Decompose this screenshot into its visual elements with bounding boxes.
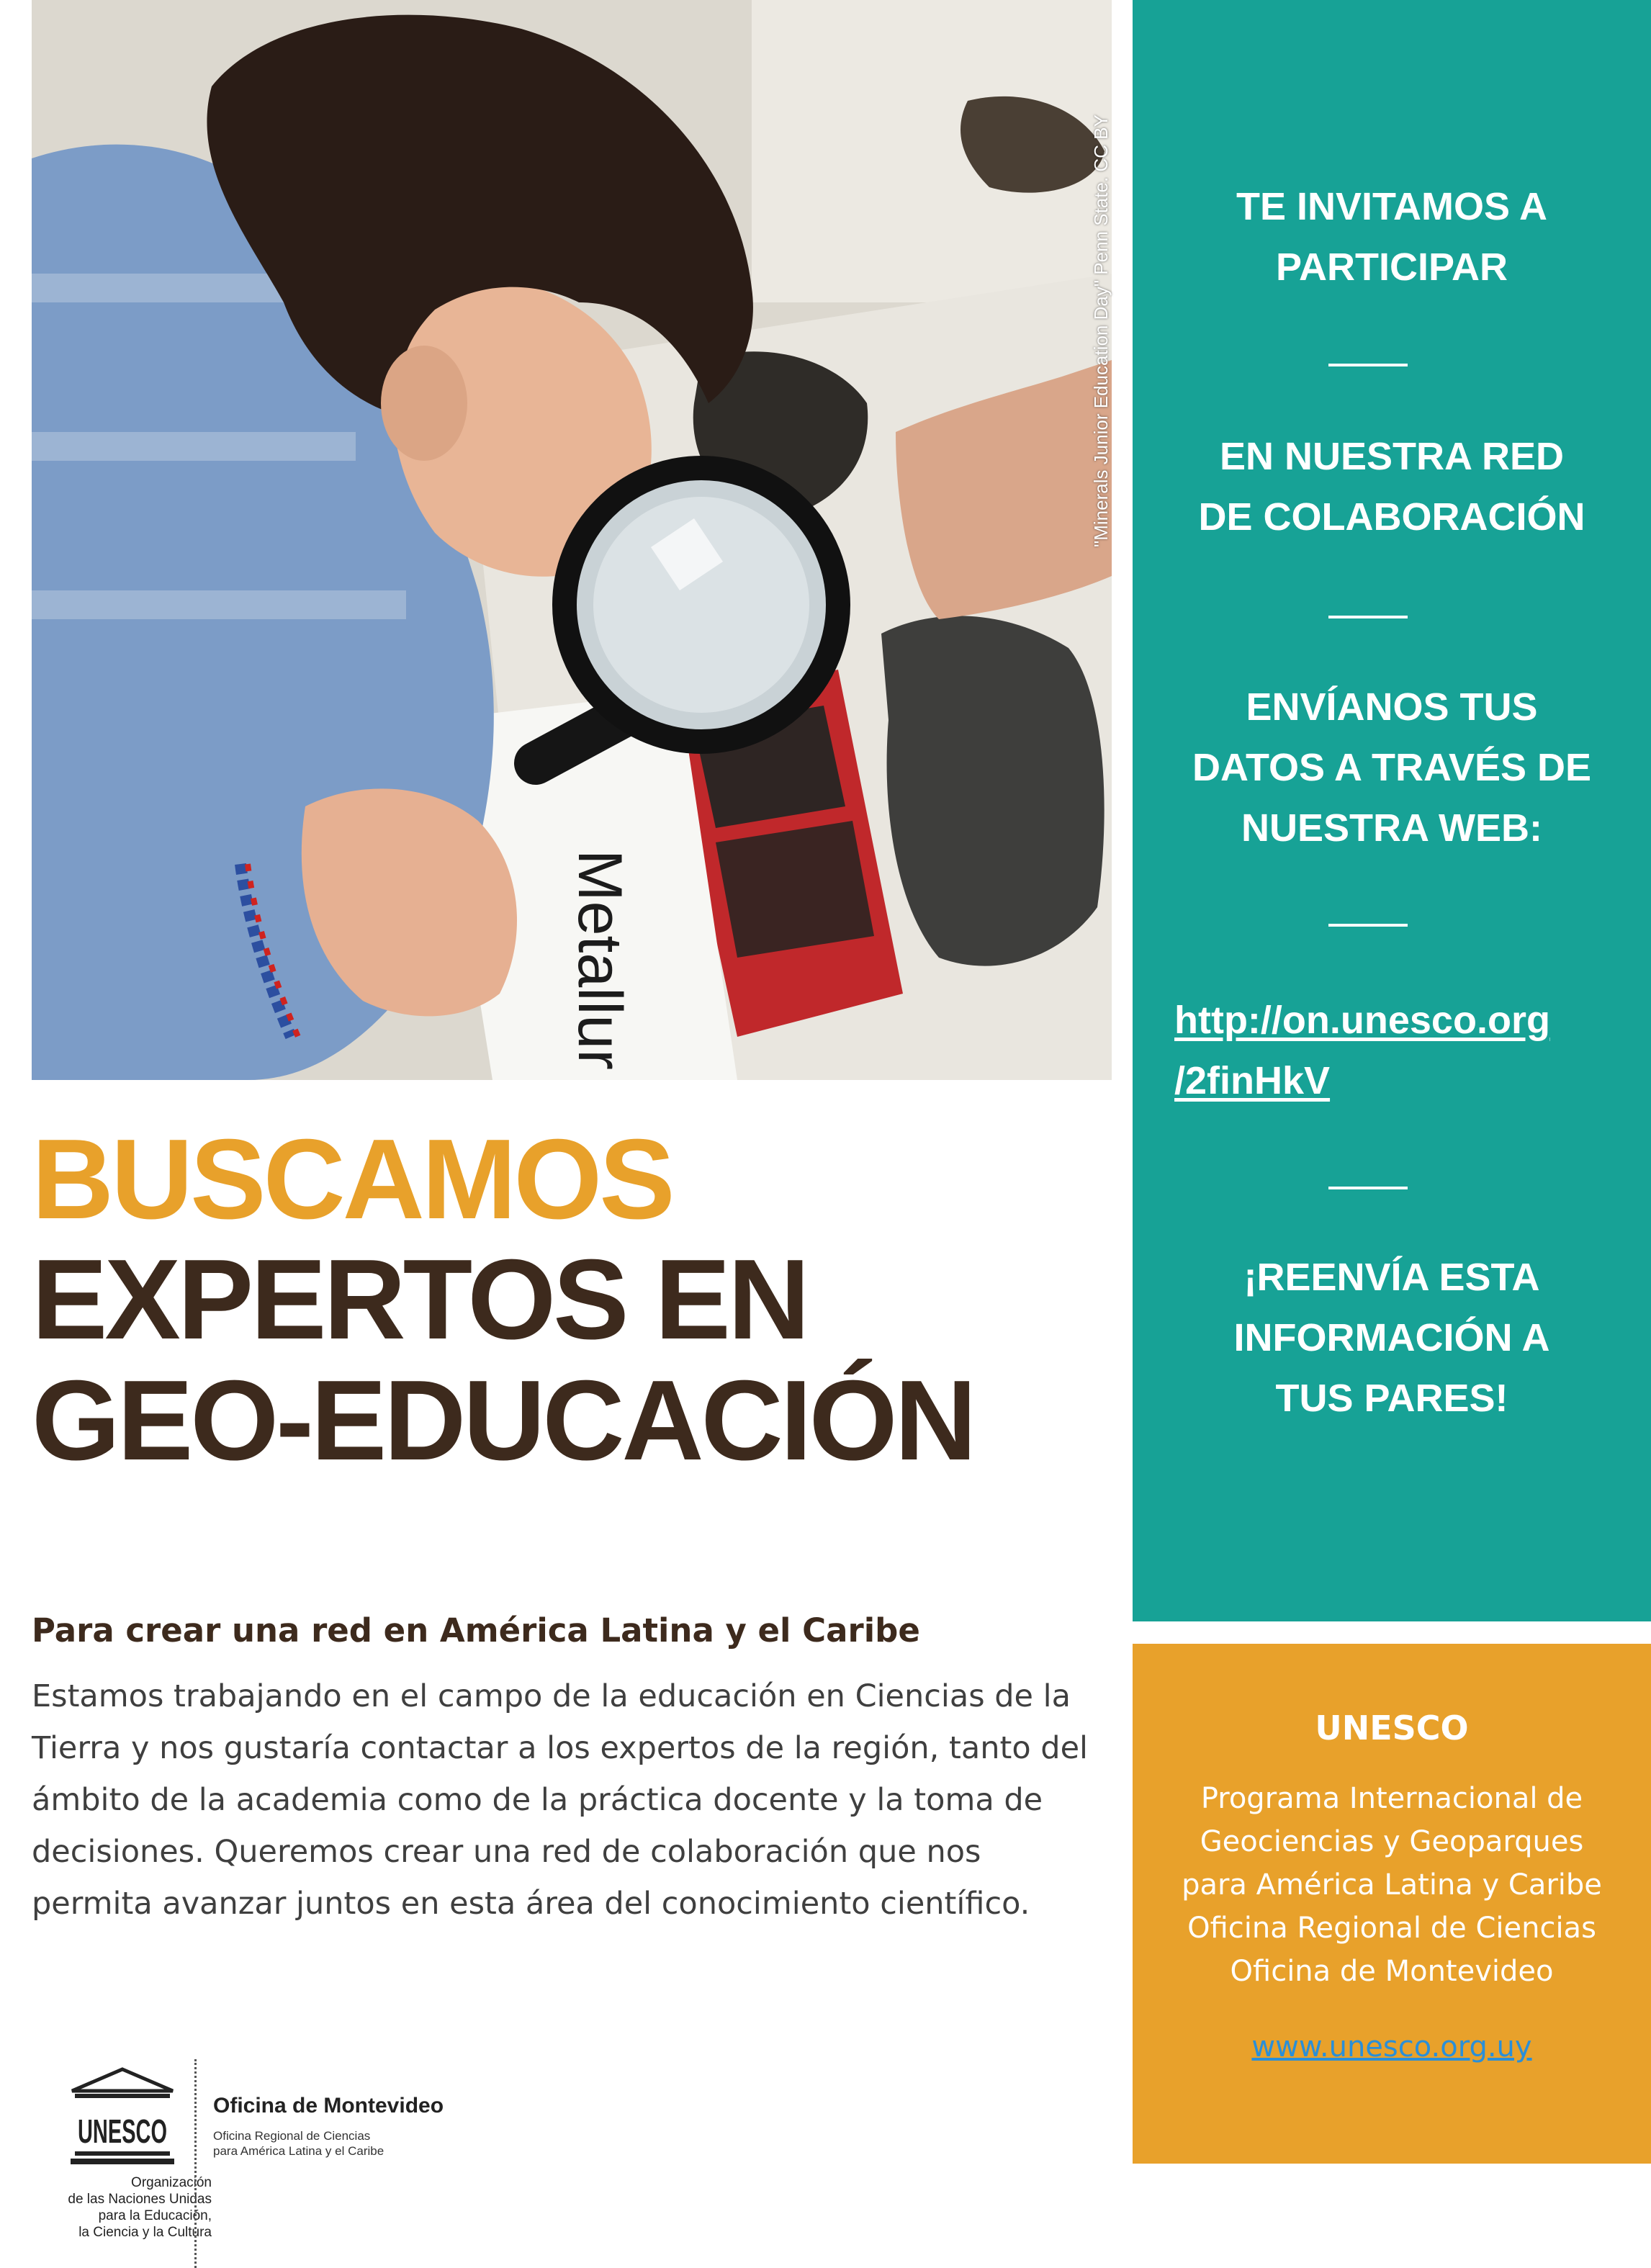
body-line: decisiones. Queremos crear una red de colaboración que nos	[32, 1834, 981, 1870]
signup-link-line[interactable]: /2finHkV	[1174, 1059, 1331, 1102]
body-line: permita avanzar juntos en esta área del conocimiento científico.	[32, 1886, 1030, 1922]
unesco-wordmark: UNESCO	[78, 2112, 167, 2150]
divider-rule	[1328, 924, 1408, 927]
org-title: UNESCO	[1315, 1709, 1469, 1747]
org-details	[1133, 1777, 1651, 1993]
unesco-tagline	[32, 2174, 212, 2241]
body-line: Tierra y nos gustaría contactar a los expertos de la región, tanto del	[32, 1730, 1088, 1766]
divider-rule	[1328, 364, 1408, 366]
network-line: EN NUESTRA RED	[1219, 435, 1565, 478]
send-data-line: ENVÍANOS TUS	[1246, 685, 1538, 729]
network-line: DE COLABORACIÓN	[1198, 495, 1585, 539]
divider-rule	[1328, 1187, 1408, 1189]
headline	[32, 1116, 1126, 1484]
network-block	[1133, 426, 1651, 547]
subtitle: Para crear una red en América Latina y el Caribe	[32, 1611, 920, 1650]
unesco-temple-logo-icon	[69, 2066, 176, 2167]
body-paragraph	[32, 1670, 1119, 1930]
forward-block	[1133, 1247, 1651, 1428]
office-name: Oficina de Montevideo	[213, 2094, 444, 2118]
divider-rule	[1328, 616, 1408, 618]
office-sub-line: Oficina Regional de Ciencias	[213, 2129, 371, 2143]
paper-label-text: Metallur	[565, 850, 634, 1070]
organization-panel	[1133, 1644, 1651, 2164]
org-line: Programa Internacional de	[1200, 1782, 1583, 1815]
tagline-line: la Ciencia y la Cultura	[78, 2225, 212, 2240]
invite-line: TE INVITAMOS A	[1236, 185, 1547, 228]
invite-line: PARTICIPAR	[1276, 246, 1508, 289]
signup-link-line[interactable]: http://on.unesco.org	[1174, 999, 1550, 1042]
headline-line-3: GEO-EDUCACIÓN	[32, 1356, 974, 1484]
org-line: Oficina Regional de Ciencias	[1187, 1912, 1596, 1945]
forward-line: ¡REENVÍA ESTA	[1243, 1256, 1540, 1299]
hero-photo	[32, 0, 1112, 1080]
body-line: ámbito de la academia como de la práctica docente y la toma de	[32, 1782, 1043, 1818]
headline-line-2: EXPERTOS EN	[32, 1236, 807, 1364]
tagline-line: Organización	[131, 2175, 212, 2190]
logo-divider	[194, 2059, 197, 2268]
office-sub-line: para América Latina y el Caribe	[213, 2144, 384, 2158]
signup-link[interactable]	[1174, 990, 1621, 1111]
invite-block	[1133, 176, 1651, 297]
website-link[interactable]: www.unesco.org.uy	[1251, 2030, 1532, 2064]
forward-line: TUS PARES!	[1275, 1377, 1508, 1420]
office-subtitle	[213, 2128, 384, 2159]
tagline-line: de las Naciones Unidas	[68, 2192, 212, 2207]
send-data-line: NUESTRA WEB:	[1241, 806, 1542, 850]
forward-line: INFORMACIÓN A	[1233, 1316, 1550, 1359]
headline-line-1: BUSCAMOS	[32, 1116, 672, 1243]
unesco-logo-block	[32, 2059, 536, 2268]
org-line: Oficina de Montevideo	[1230, 1955, 1554, 1988]
send-data-line: DATOS A TRAVÉS DE	[1192, 746, 1592, 789]
tagline-line: para la Educación,	[98, 2208, 212, 2223]
org-line: Geociencias y Geoparques	[1200, 1825, 1584, 1858]
send-data-block	[1133, 677, 1651, 858]
org-line: para América Latina y Caribe	[1182, 1868, 1602, 1902]
child-with-magnifier-illustration	[32, 0, 1112, 1080]
photo-credit: "Minerals Junior Education Day" Penn State. CC BY	[1090, 114, 1112, 547]
invitation-panel	[1133, 0, 1651, 1621]
body-line: Estamos trabajando en el campo de la educación en Ciencias de la	[32, 1678, 1071, 1714]
